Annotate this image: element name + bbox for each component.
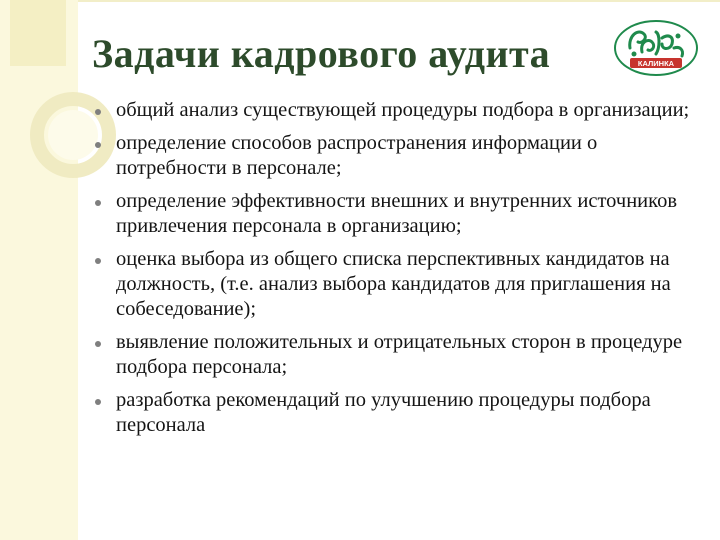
- bullet-text: общий анализ существующей процедуры подбора в организации;: [116, 99, 690, 121]
- kalinka-logo-icon: [612, 18, 700, 78]
- bullet-text: определение эффективности внешних и внутренних источников привлечения персонала в организацию;: [116, 190, 677, 237]
- bullet-dot-icon: [95, 341, 101, 347]
- bullet-text: определение способов распространения информации о потребности в персонале;: [116, 132, 598, 179]
- bullet-dot-icon: [95, 109, 101, 115]
- decorative-ring-center: [48, 110, 98, 160]
- bullet-item: [95, 388, 695, 438]
- bullet-item: [95, 98, 695, 123]
- bullet-item: [95, 131, 695, 181]
- bullet-text: оценка выбора из общего списка перспективных кандидатов на должность, (т.е. анализ выбора кандидатов для приглашения на собеседование);: [116, 248, 671, 320]
- bullet-dot-icon: [95, 200, 101, 206]
- slide-title: Задачи кадрового аудита: [92, 31, 551, 76]
- bullet-dot-icon: [95, 258, 101, 264]
- decorative-left-strip: [0, 0, 78, 540]
- decorative-band: [10, 0, 66, 66]
- bullet-text: выявление положительных и отрицательных сторон в процедуре подбора персонала;: [116, 331, 683, 378]
- bullet-item: [95, 189, 695, 239]
- bullet-text: разработка рекомендаций по улучшению процедуры подбора персонала: [116, 389, 651, 436]
- bullet-item: [95, 247, 695, 322]
- bullet-dot-icon: [95, 399, 101, 405]
- logo-text: КАЛИНКА: [637, 59, 675, 69]
- kalinka-logo: [612, 18, 700, 78]
- bullet-dot-icon: [95, 142, 101, 148]
- decorative-top-line: [78, 0, 720, 2]
- bullet-item: [95, 330, 695, 380]
- bullet-list: [95, 98, 695, 446]
